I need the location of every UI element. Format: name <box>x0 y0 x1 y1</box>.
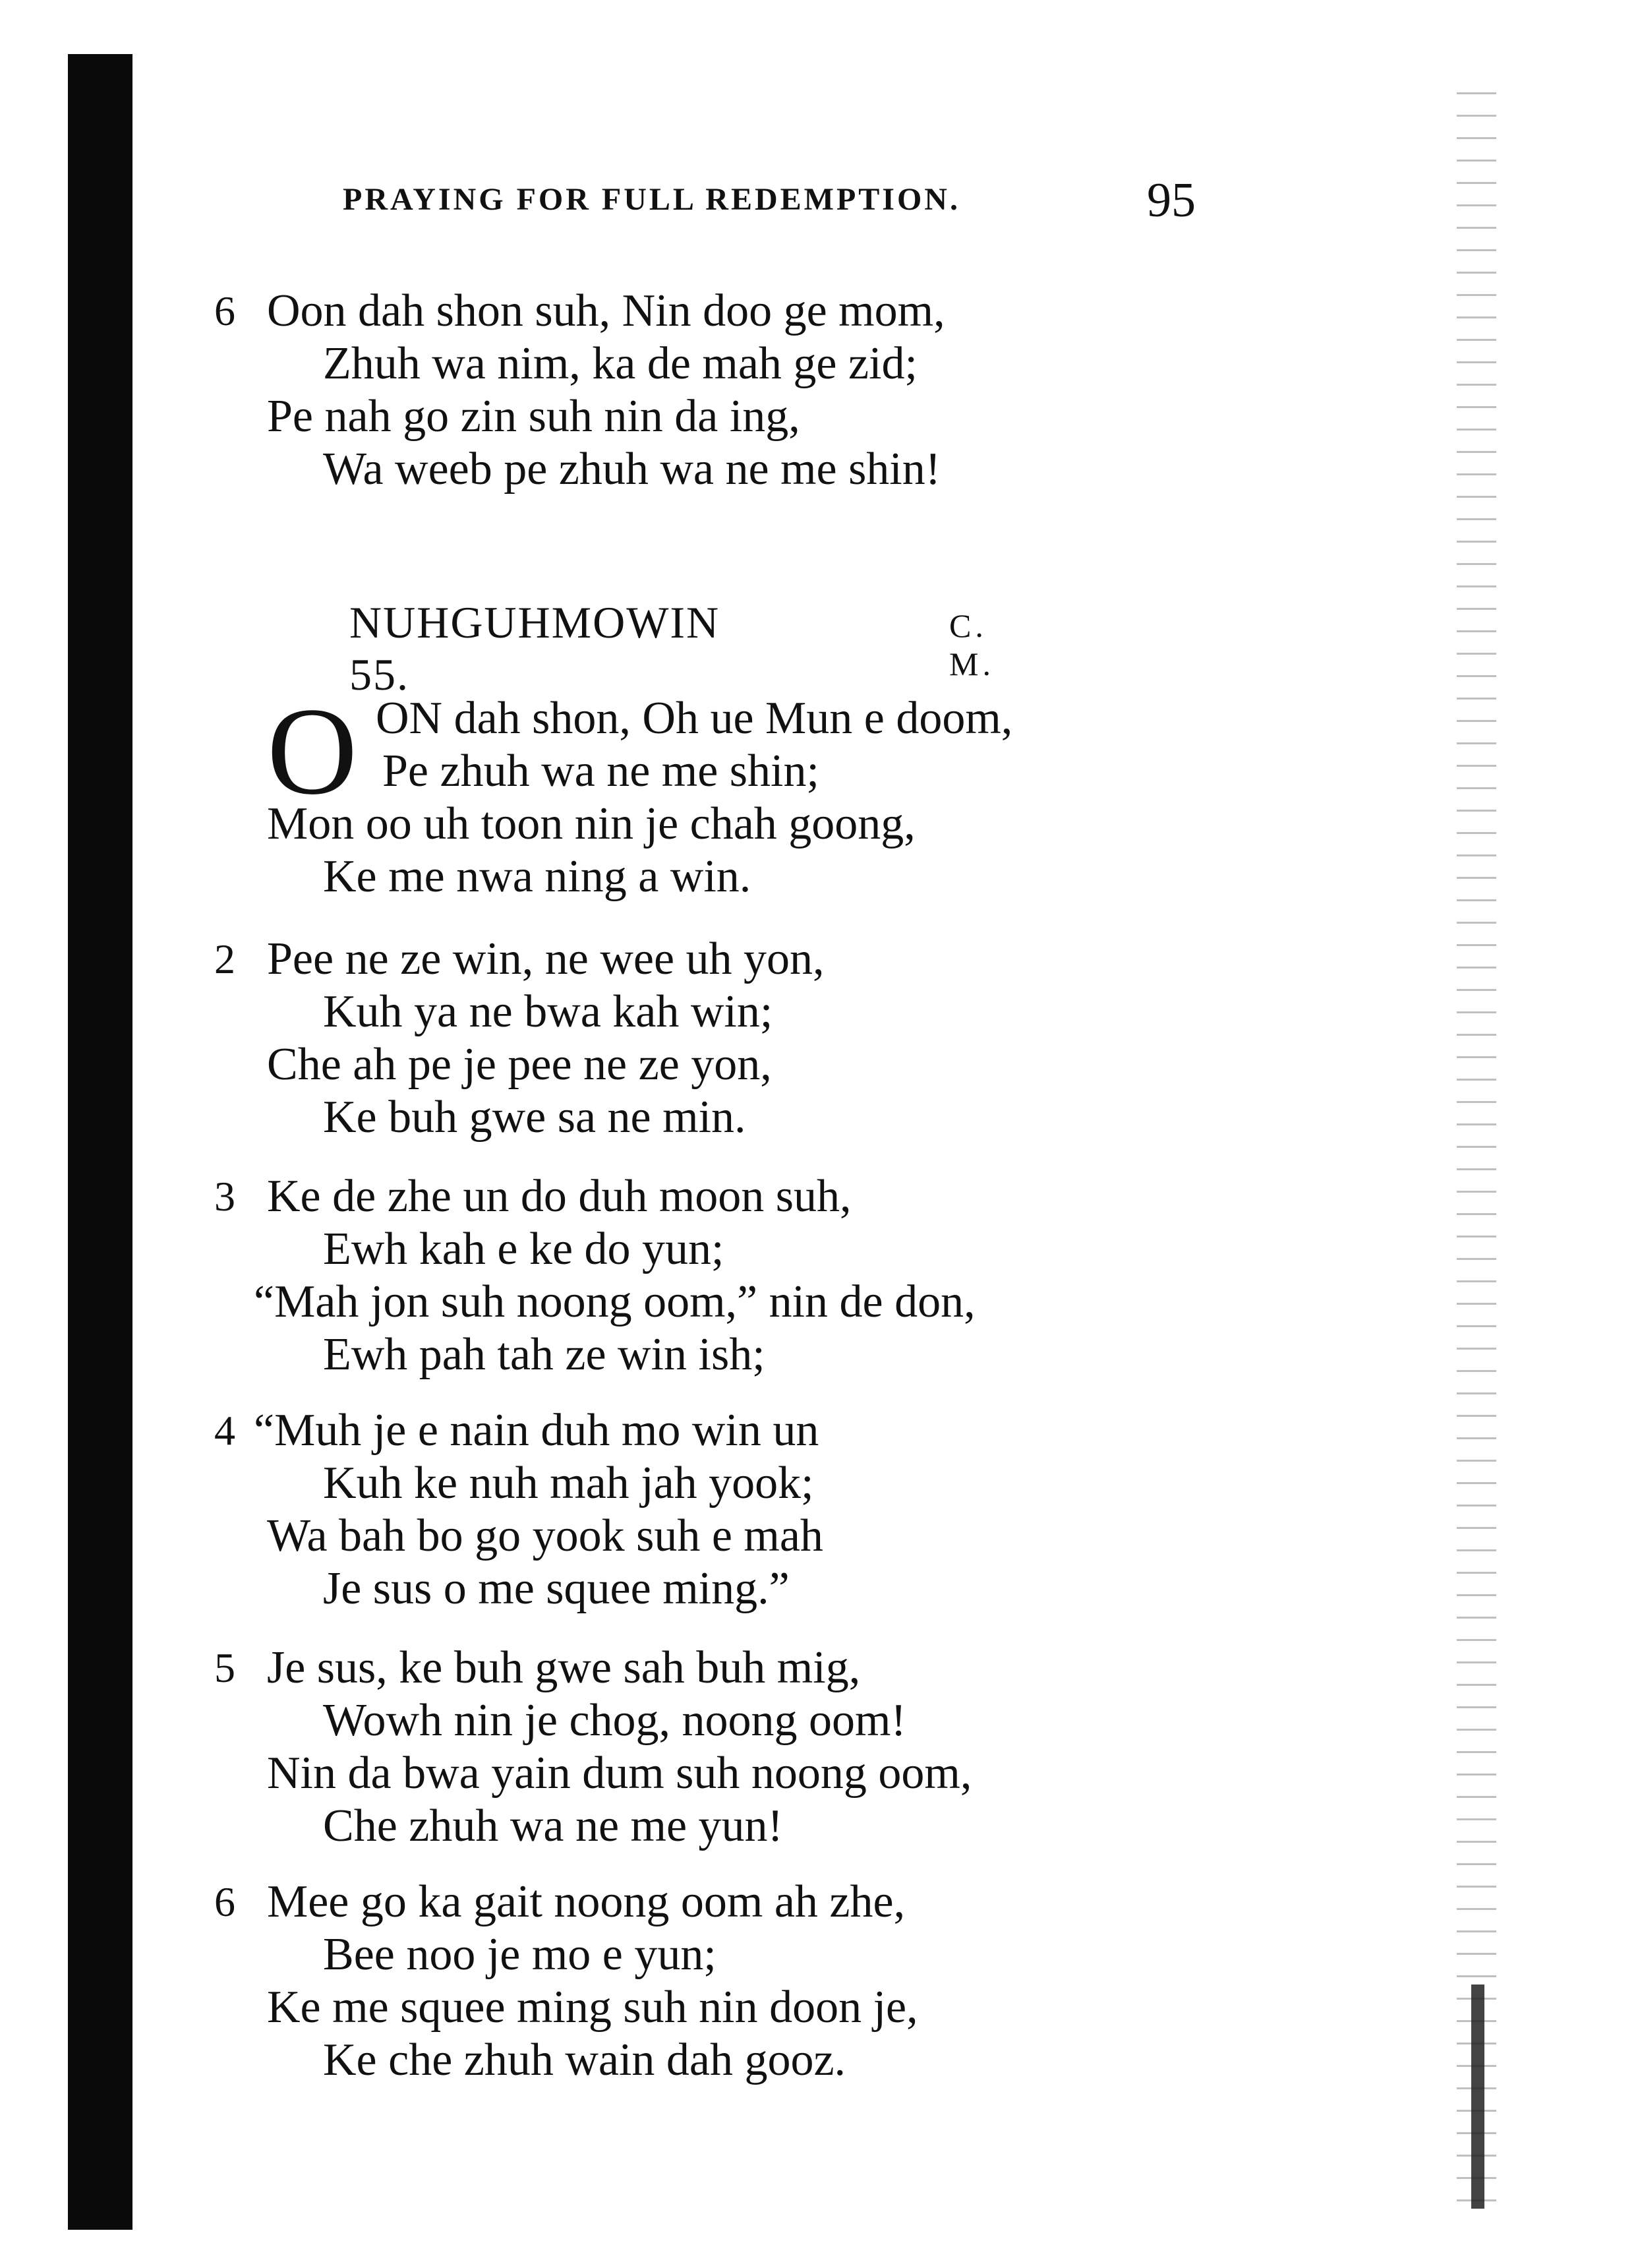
verse-line: Zhuh wa nim, ka de mah ge zid; <box>323 338 918 389</box>
verse-line: Ke me squee ming suh nin doon je, <box>267 1982 918 2033</box>
verse-line: Je sus, ke buh gwe sah buh mig, <box>267 1642 861 1693</box>
stanza-number: 4 <box>214 1407 235 1454</box>
verse-line: Mee go ka gait noong oom ah zhe, <box>267 1876 906 1927</box>
verse-line: Ke de zhe un do duh moon suh, <box>267 1171 852 1222</box>
verse-line: Pe zhuh wa ne me shin; <box>382 746 819 796</box>
verse-line: Kuh ya ne bwa kah win; <box>323 986 773 1037</box>
verse-line: Oon dah shon suh, Nin doo ge mom, <box>267 285 945 336</box>
page-edge-dark-block <box>1471 1984 1484 2209</box>
stanza-number: 5 <box>214 1644 235 1691</box>
stanza-number: 6 <box>214 287 235 334</box>
verse-line: “Mah jon suh noong oom,” nin de don, <box>254 1276 976 1327</box>
hymn-meter: C. M. <box>949 607 995 682</box>
page-edge-specks <box>1457 92 1496 2202</box>
verse-line: Pe nah go zin suh nin da ing, <box>267 391 800 442</box>
verse-line: Nin da bwa yain dum suh noong oom, <box>267 1748 972 1799</box>
verse-line: Wa bah bo go yook suh e mah <box>267 1510 823 1561</box>
page-number: 95 <box>1147 173 1196 227</box>
verse-line: Kuh ke nuh mah jah yook; <box>323 1458 814 1508</box>
verse-line: Bee noo je mo e yun; <box>323 1929 717 1980</box>
drop-cap: O <box>267 682 358 821</box>
running-head: PRAYING FOR FULL REDEMPTION. <box>343 182 960 217</box>
binding-shadow-bar <box>68 54 132 2230</box>
verse-line: Ke che zhuh wain dah gooz. <box>323 2035 846 2085</box>
verse-line: Che ah pe je pee ne ze yon, <box>267 1039 772 1090</box>
verse-line: Ke me nwa ning a win. <box>323 851 751 902</box>
verse-line: “Muh je e nain duh mo win un <box>254 1405 819 1456</box>
verse-line: Ewh pah tah ze win ish; <box>323 1329 765 1380</box>
verse-line: Je sus o me squee ming.” <box>323 1563 790 1614</box>
stanza-number: 6 <box>214 1878 235 1925</box>
verse-line: Mon oo uh toon nin je chah goong, <box>267 798 916 849</box>
verse-line: Ewh kah e ke do yun; <box>323 1224 724 1274</box>
hymn-title: NUHGUHMOWIN 55. <box>349 597 720 700</box>
stanza-number: 3 <box>214 1173 235 1220</box>
verse-line: Wa weeb pe zhuh wa ne me shin! <box>323 444 941 494</box>
verse-line: Pee ne ze win, ne wee uh yon, <box>267 934 825 984</box>
verse-line: Wowh nin je chog, noong oom! <box>323 1695 906 1746</box>
verse-line: ON dah shon, Oh ue Mun e doom, <box>376 693 1013 744</box>
verse-line: Che zhuh wa ne me yun! <box>323 1801 783 1851</box>
stanza-number: 2 <box>214 936 235 982</box>
verse-line: Ke buh gwe sa ne min. <box>323 1092 746 1143</box>
